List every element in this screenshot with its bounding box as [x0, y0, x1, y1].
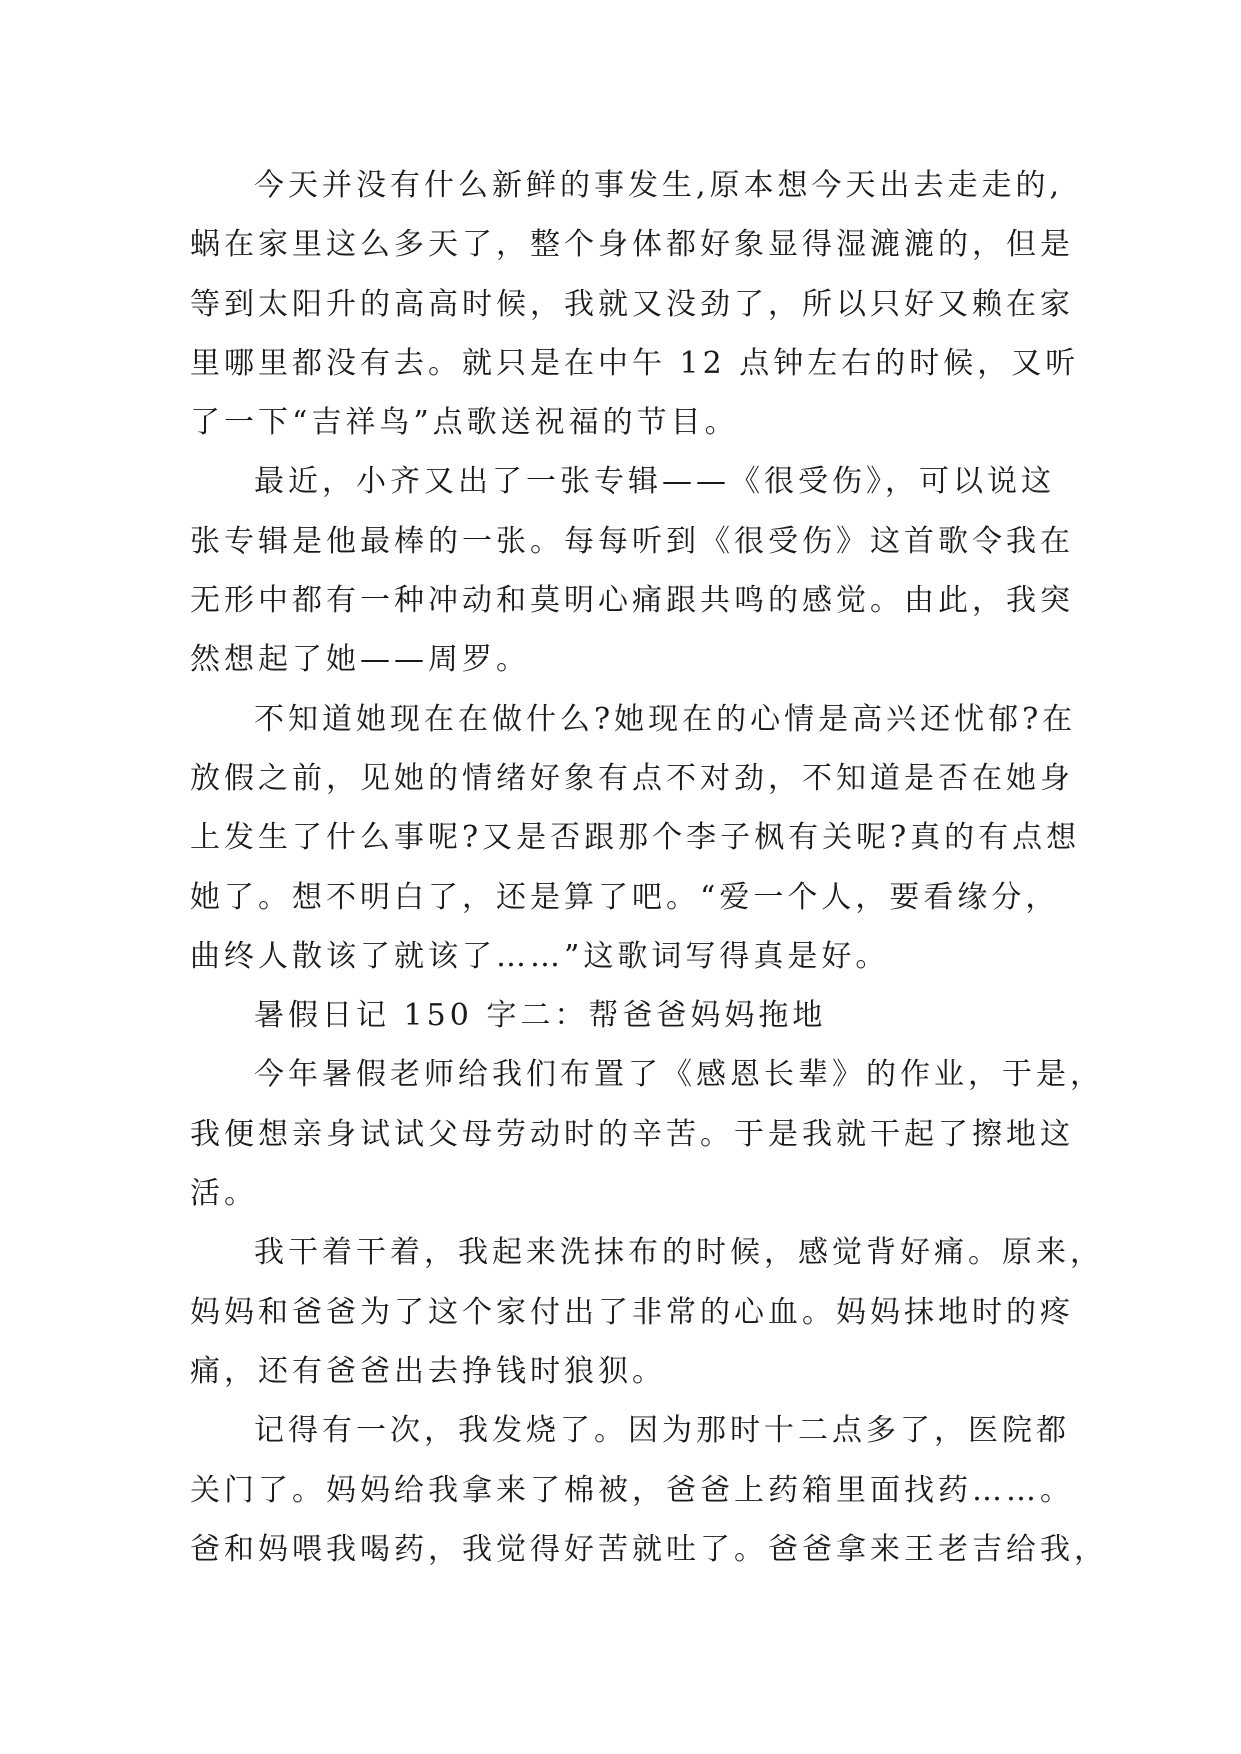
text-line: 今年暑假老师给我们布置了《感恩长辈》的作业，于是， — [254, 1057, 1104, 1093]
text-line: 等到太阳升的高高时候，我就又没劲了，所以只好又赖在家 — [190, 286, 1074, 322]
text-line: 妈妈和爸爸为了这个家付出了非常的心血。妈妈抹地时的疼 — [190, 1294, 1074, 1330]
text-line: 今天并没有什么新鲜的事发生,原本想今天出去走走的, — [254, 168, 1064, 203]
text-line: 最近，小齐又出了一张专辑——《很受伤》，可以说这 — [254, 464, 1055, 500]
text-line: 她了。想不明白了，还是算了吧。“爱一个人，要看缘分， — [190, 879, 1060, 915]
text-line: 活。 — [190, 1176, 258, 1212]
text-line: 我便想亲身试试父母劳动时的辛苦。于是我就干起了擦地这 — [190, 1116, 1074, 1152]
text-line: 爸和妈喂我喝药，我觉得好苦就吐了。爸爸拿来王老吉给我， — [190, 1531, 1108, 1567]
text-line: 里哪里都没有去。就只是在中午 12 点钟左右的时候，又听 — [190, 345, 1080, 381]
text-line: 暑假日记 150 字二：帮爸爸妈妈拖地 — [254, 998, 827, 1034]
text-line: 然想起了她——周罗。 — [190, 642, 530, 678]
text-line: 放假之前，见她的情绪好象有点不对劲，不知道是否在她身 — [190, 760, 1074, 796]
text-line: 我干着干着，我起来洗抹布的时候，感觉背好痛。原来， — [254, 1235, 1104, 1271]
text-line: 张专辑是他最棒的一张。每每听到《很受伤》这首歌令我在 — [190, 523, 1074, 559]
document-body — [190, 156, 1108, 1579]
text-line: 不知道她现在在做什么?她现在的心情是高兴还忧郁?在 — [254, 701, 1077, 737]
text-line: 曲终人散该了就该了……”这歌词写得真是好。 — [190, 938, 890, 974]
text-line: 关门了。妈妈给我拿来了棉被，爸爸上药箱里面找药……。 — [190, 1472, 1074, 1508]
text-line: 痛，还有爸爸出去挣钱时狼狈。 — [190, 1353, 666, 1389]
text-line: 无形中都有一种冲动和莫明心痛跟共鸣的感觉。由此，我突 — [190, 583, 1074, 619]
text-line: 记得有一次，我发烧了。因为那时十二点多了，医院都 — [254, 1413, 1070, 1449]
text-line: 了一下“吉祥鸟”点歌送祝福的节目。 — [190, 405, 739, 441]
text-line: 蜗在家里这么多天了，整个身体都好象显得湿漉漉的，但是 — [190, 227, 1074, 263]
text-line: 上发生了什么事呢?又是否跟那个李子枫有关呢?真的有点想 — [190, 820, 1081, 856]
